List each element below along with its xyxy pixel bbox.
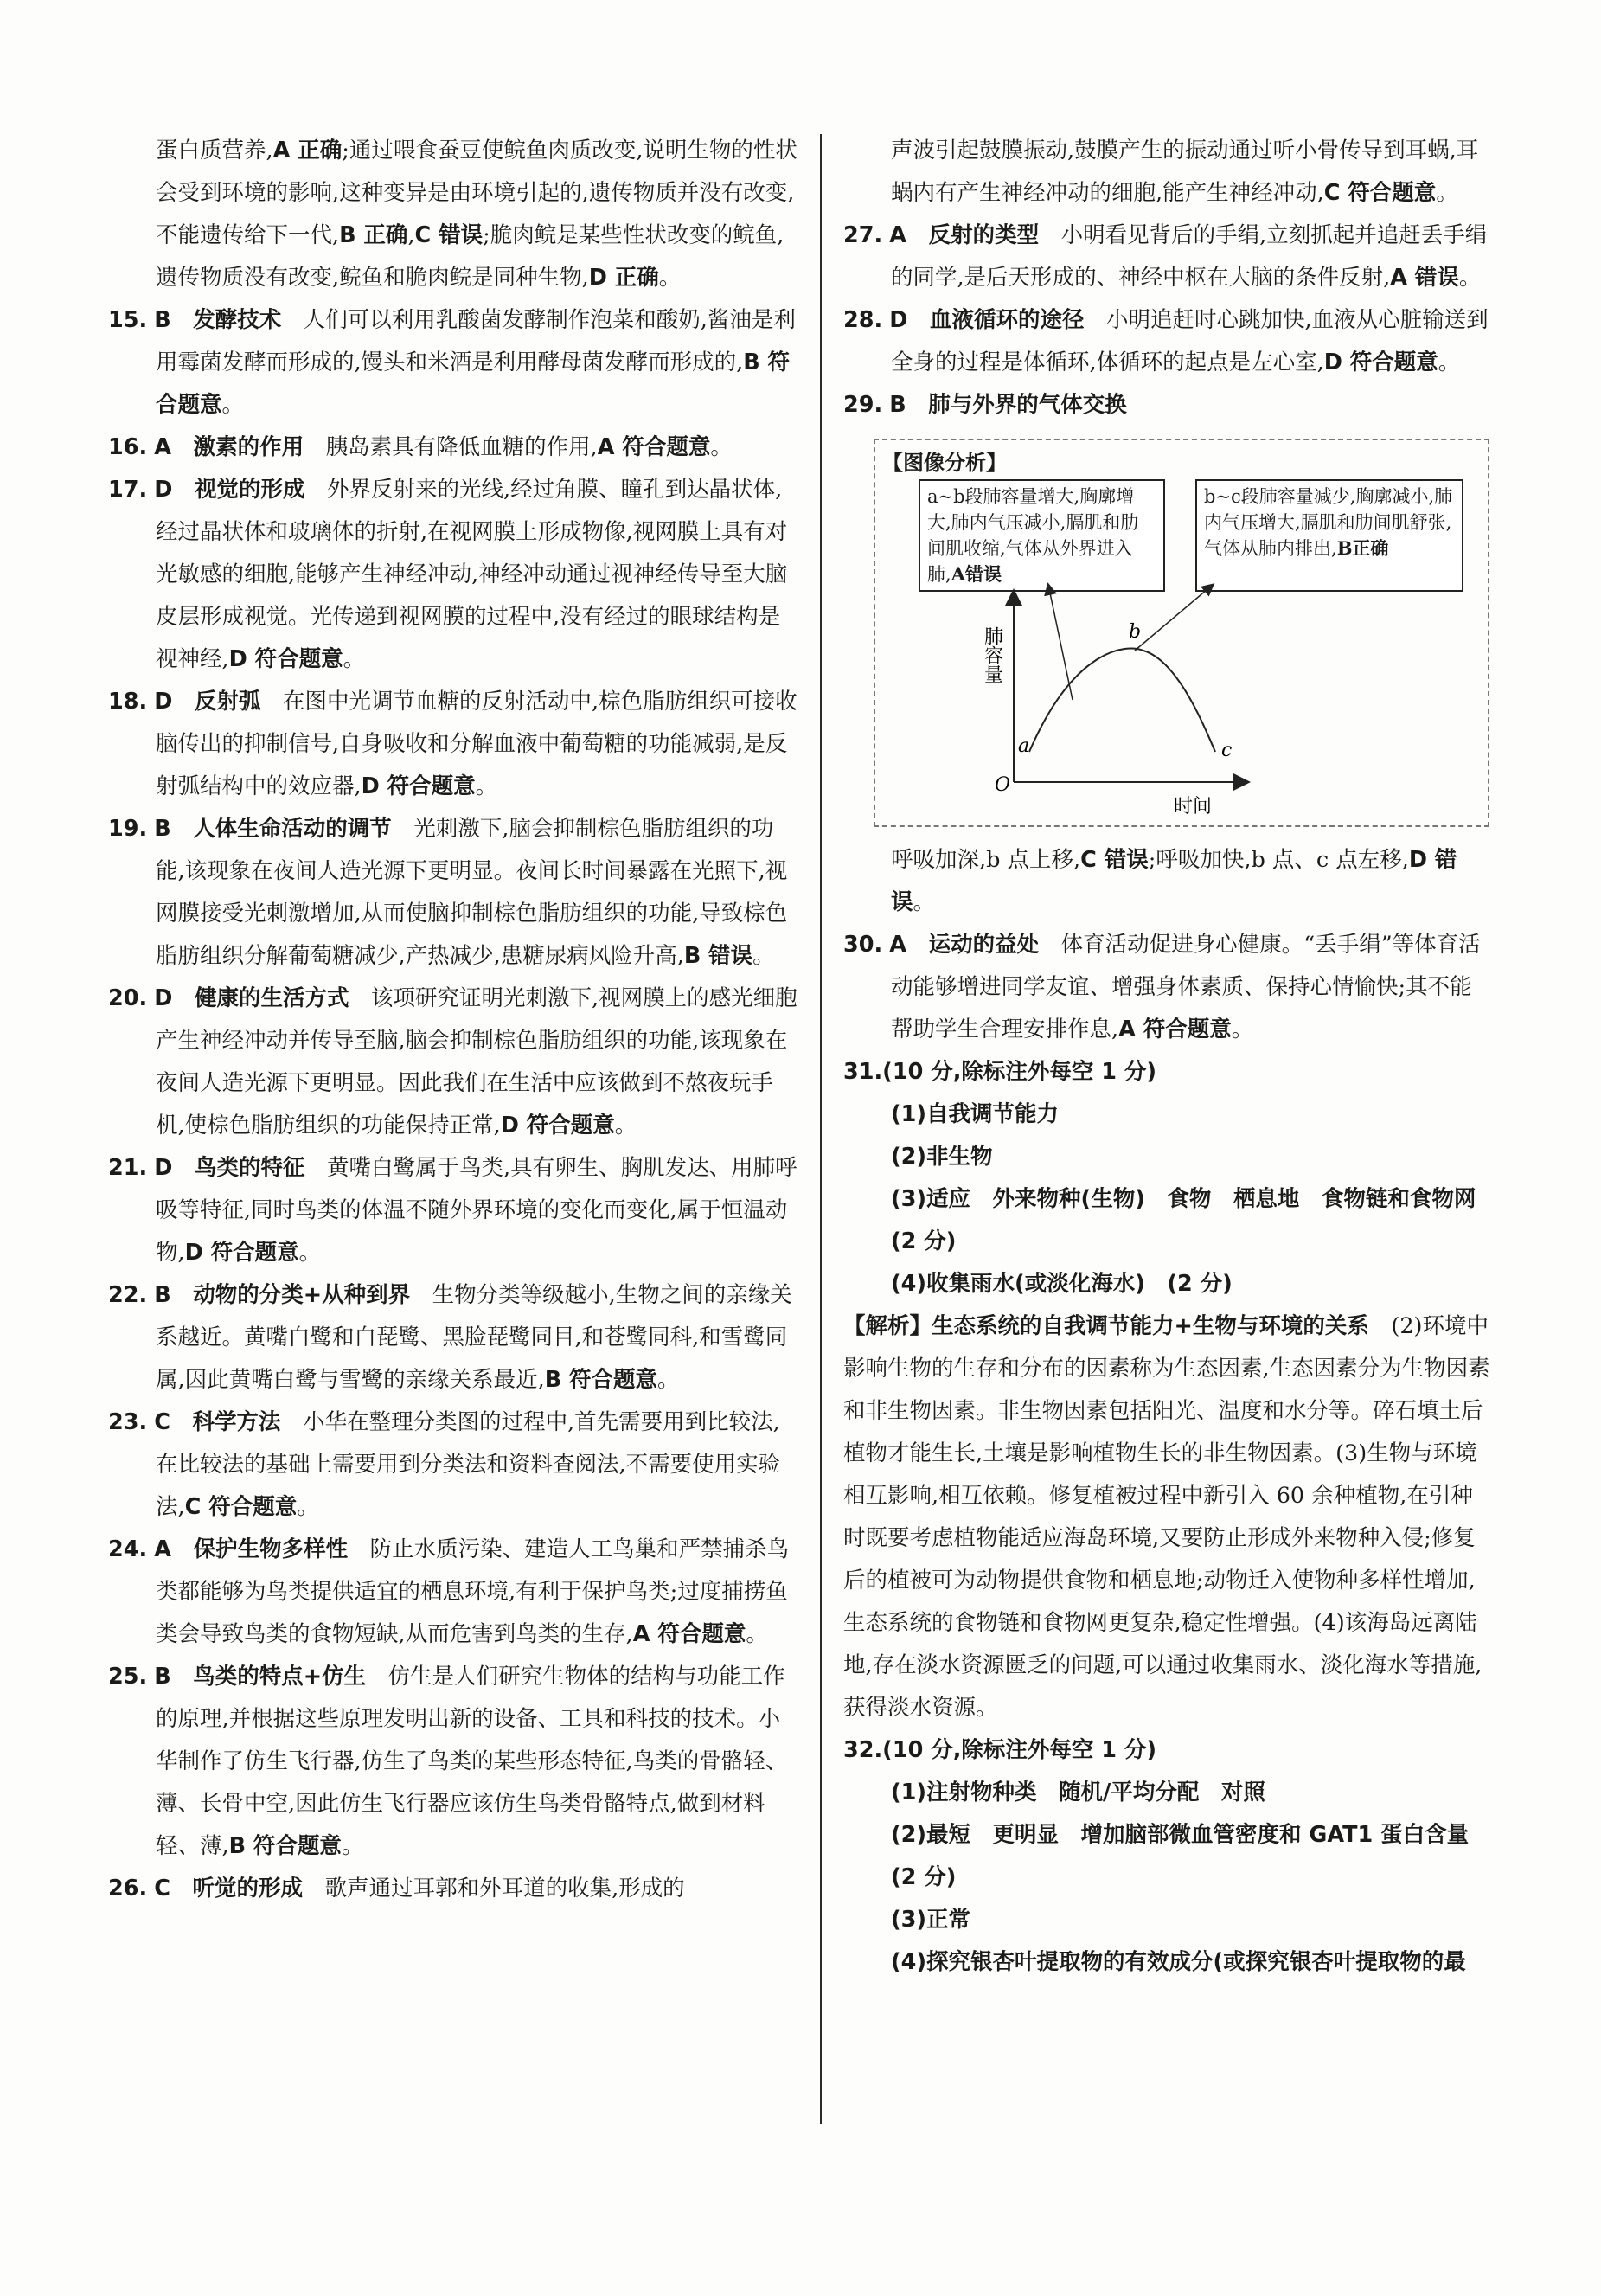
- q31-analysis: 【解析】生态系统的自我调节能力+生物与环境的关系 (2)环境中影响生物的生存和分布的因素称为生态因素,生态因素分为生物因素和非生物因素。非生物因素包括阳光、温度和水分等。碎石填土后植物才能生长,土壤是影响植物生长的非生物因素。(3)生物与环境相互影响,相互依赖。修复植被过程中新引入 60 余种植物,在引种时既要考虑植物能适应海岛环境,又要防止形成外来物种入侵;修复后的植被可为动物提供食物和栖息地;动物迁入使物种多样性增加,生态系统的食物链和食物网更复杂,稳定性增强。(4)该海岛远离陆地,存在淡水资源匮乏的问题,可以通过收集雨水、淡化海水等措施,获得淡水资源。: [843, 1313, 1490, 1721]
- item-tail: 。: [1438, 350, 1461, 375]
- point-a-label: a: [1018, 735, 1030, 757]
- answer-item: [108, 1868, 800, 1910]
- q29-explanation: 呼吸加深,b 点上移,C 错误;呼吸加快,b 点、c 点左移,D 错误。: [891, 847, 1457, 915]
- item-topic: 激素的作用: [193, 434, 304, 460]
- q26-continuation: 声波引起鼓膜振动,鼓膜产生的振动通过听小骨传导到耳蜗,耳蜗内有产生神经冲动的细胞,能产生神经冲动,C 符合题意。: [891, 138, 1479, 206]
- point-c-label: c: [1221, 740, 1233, 761]
- answer-item: [843, 299, 1494, 384]
- item-tail: 。: [343, 646, 366, 672]
- item-tail: 。: [298, 1240, 322, 1266]
- q32-answer-1: (1)注射物种类 随机/平均分配 对照: [891, 1780, 1265, 1805]
- column-divider: [820, 134, 822, 2124]
- note-ab-segment: a~b段肺容量增大,胸廓增大,肺内气压减小,膈肌和肋间肌收缩,气体从外界进入肺,A错误: [919, 479, 1165, 592]
- item-ans: D: [154, 477, 173, 503]
- item-topic: 反射弧: [194, 689, 261, 715]
- item-num: 18.: [108, 689, 148, 715]
- x-axis-label: 时间: [1174, 796, 1213, 818]
- q32-answer-3: (3)正常: [891, 1907, 971, 1933]
- item-num: 20.: [108, 985, 148, 1011]
- item-topic: 科学方法: [192, 1409, 281, 1435]
- item-text: 小明看见背后的手绢,立刻抓起并追赶丢手绢的同学,是后天形成的、神经中枢在大脑的条件反射,: [891, 222, 1488, 291]
- item-ans: A: [154, 434, 172, 460]
- q31-heading: 31.(10 分,除标注外每空 1 分): [843, 1059, 1157, 1085]
- q32-answer-2: (2)最短 更明显 增加脑部微血管密度和 GAT1 蛋白含量: [891, 1822, 1470, 1848]
- item-num: 28.: [843, 307, 883, 333]
- q31-answer-1: (1)自我调节能力: [891, 1101, 1060, 1127]
- item-end: D 符合题意: [1323, 350, 1438, 375]
- q31-answer-4: (4)收集雨水(或淡化海水) (2 分): [891, 1271, 1233, 1297]
- answer-item: [108, 1274, 800, 1401]
- item-topic: 人体生命活动的调节: [193, 816, 392, 842]
- item-text: 防止水质污染、建造人工鸟巢和严禁捕杀鸟类都能够为鸟类提供适宜的栖息环境,有利于保护鸟类;过度捕捞鱼类会导致鸟类的食物短缺,从而危害到鸟类的生存,: [156, 1536, 790, 1647]
- item-end: B 符合题意: [228, 1833, 342, 1859]
- item-text: 生物分类等级越小,生物之间的亲缘关系越近。黄嘴白鹭和白琵鹭、黑脸琵鹭同目,和苍鹭同科,和雪鹭同属,因此黄嘴白鹭与雪鹭的亲缘关系最近,: [156, 1282, 792, 1393]
- item-text: 黄嘴白鹭属于鸟类,具有卵生、胸肌发达、用肺呼吸等特征,同时鸟类的体温不随外界环境的变化而变化,属于恒温动物,: [156, 1155, 797, 1266]
- q30-item: 30. A 运动的益处 体育活动促进身心健康。“丢手绢”等体育活动能够增进同学友谊、增强身体素质、保持心情愉快;其不能帮助学生合理安排作息,A 符合题意。: [843, 932, 1481, 1042]
- item-end: B 错误: [683, 943, 753, 969]
- item-ans: D: [154, 985, 173, 1011]
- item-ans: A: [889, 222, 907, 248]
- item-text: 光刺激下,脑会抑制棕色脂肪组织的功能,该现象在夜间人造光源下更明显。夜间长时间暴露在光照下,视网膜接受光刺激增加,从而使脑抑制棕色脂肪组织的功能,导致棕色脂肪组织分解葡萄糖减少,产热减少,患糖尿病风险升高,: [156, 816, 788, 969]
- item-topic: 视觉的形成: [194, 477, 305, 503]
- item-tail: 。: [746, 1621, 768, 1647]
- note-bc-segment: b~c段肺容量减少,胸廓减小,肺内气压增大,膈肌和肋间肌舒张,气体从肺内排出,B正确: [1195, 479, 1463, 592]
- item-tail: 。: [657, 1367, 680, 1393]
- item-end: D 符合题意: [500, 1113, 615, 1138]
- item-tail: 。: [341, 1833, 364, 1859]
- answer-item: [108, 299, 800, 426]
- item-num: 21.: [108, 1155, 148, 1181]
- right-column: [843, 130, 1498, 1984]
- q14-continuation: 蛋白质营养,A 正确;通过喂食蚕豆使鲩鱼肉质改变,说明生物的性状会受到环境的影响,这种变异是由环境引起的,遗传物质并没有改变,不能遗传给下一代,B 正确,C 错误;脆肉鲩是某些性状改变的鲩鱼,遗传物质没有改变,鲩鱼和脆肉鲩是同种生物,D 正确。: [156, 138, 797, 291]
- answer-item: [108, 426, 800, 469]
- item-text: 在图中光调节血糖的反射活动中,棕色脂肪组织可接收脑传出的抑制信号,自身吸收和分解血液中葡萄糖的功能减弱,是反射弧结构中的效应器,: [156, 689, 797, 799]
- item-end: C 符合题意: [184, 1494, 298, 1520]
- answer-item: [108, 1401, 800, 1529]
- item-text: 歌声通过耳郭和外耳道的收集,形成的: [324, 1876, 685, 1902]
- q32-heading: 32.(10 分,除标注外每空 1 分): [843, 1737, 1157, 1763]
- answer-item: [108, 978, 800, 1147]
- q32-answer-4: (4)探究银杏叶提取物的有效成分(或探究银杏叶提取物的最: [891, 1949, 1466, 1975]
- q29-item: 29. B 肺与外界的气体交换: [843, 392, 1127, 418]
- item-tail: 。: [710, 434, 733, 460]
- item-num: 17.: [108, 477, 148, 503]
- item-topic: 动物的分类+从种到界: [193, 1282, 411, 1308]
- item-topic: 健康的生活方式: [194, 985, 349, 1011]
- item-end: A 错误: [1390, 265, 1459, 291]
- lung-volume-chart: [875, 440, 1488, 825]
- item-ans: D: [154, 689, 173, 715]
- item-num: 25.: [108, 1664, 148, 1690]
- item-end: D 符合题意: [184, 1240, 299, 1266]
- item-ans: C: [154, 1876, 171, 1902]
- item-topic: 鸟类的特征: [194, 1155, 305, 1181]
- item-end: D 符合题意: [361, 773, 476, 799]
- item-text: 小明追赶时心跳加快,血液从心脏输送到全身的过程是体循环,体循环的起点是左心室,: [891, 307, 1489, 375]
- q31-answer-2: (2)非生物: [891, 1144, 993, 1170]
- q32-answer-2-score: (2 分): [891, 1864, 957, 1890]
- answer-item: [108, 681, 800, 808]
- item-ans: B: [154, 1664, 171, 1690]
- item-text: 该项研究证明光刺激下,视网膜上的感光细胞产生神经冲动并传导至脑,脑会抑制棕色脂肪组织的功能,该现象在夜间人造光源下更明显。因此我们在生活中应该做到不熬夜玩手机,使棕色脂肪组织的功能保持正常,: [156, 985, 797, 1138]
- item-topic: 血液循环的途径: [929, 307, 1085, 333]
- item-ans: D: [154, 1155, 173, 1181]
- arrow-a: [1048, 585, 1073, 700]
- answer-item: [108, 469, 800, 681]
- item-ans: A: [154, 1536, 172, 1562]
- item-num: 27.: [843, 222, 883, 248]
- item-num: 22.: [108, 1282, 148, 1308]
- answer-item: [843, 215, 1494, 299]
- item-text: 仿生是人们研究生物体的结构与功能工作的原理,并根据这些原理发明出新的设备、工具和科技的技术。小华制作了仿生飞行器,仿生了鸟类的某些形态特征,鸟类的骨骼轻、薄、长骨中空,因此仿生飞行器应该仿生鸟类骨骼特点,做到材料轻、薄,: [156, 1664, 788, 1859]
- item-topic: 鸟类的特点+仿生: [193, 1664, 367, 1690]
- item-end: B 符合题意: [544, 1367, 658, 1393]
- left-column: [108, 130, 800, 1910]
- item-tail: 。: [475, 773, 498, 799]
- item-num: 23.: [108, 1409, 148, 1435]
- item-ans: C: [154, 1409, 171, 1435]
- item-tail: 。: [1458, 265, 1482, 291]
- item-topic: 保护生物多样性: [193, 1536, 349, 1562]
- item-num: 26.: [108, 1876, 148, 1902]
- figure-image-analysis: [874, 439, 1489, 827]
- item-end: B 符合题意: [156, 350, 791, 418]
- arrow-b: [1135, 585, 1213, 651]
- answer-item: [108, 1656, 800, 1868]
- origin-label: O: [995, 774, 1011, 796]
- item-text: 小华在整理分类图的过程中,首先需要用到比较法,在比较法的基础上需要用到分类法和资料查阅法,不需要使用实验法,: [156, 1409, 781, 1520]
- item-topic: 反射的类型: [928, 222, 1040, 248]
- item-num: 19.: [108, 816, 148, 842]
- item-end: A 符合题意: [632, 1621, 746, 1647]
- item-tail: 。: [614, 1113, 637, 1138]
- q31-answer-3: (3)适应 外来物种(生物) 食物 栖息地 食物链和食物网 (2 分): [891, 1186, 1498, 1254]
- figure-title: 【图像分析】: [882, 451, 1007, 475]
- item-end: D 符合题意: [228, 646, 343, 672]
- item-ans: D: [889, 307, 908, 333]
- item-text: 胰岛素具有降低血糖的作用,: [325, 434, 598, 460]
- item-end: A 符合题意: [597, 434, 711, 460]
- item-ans: B: [154, 307, 171, 333]
- answer-item: [108, 1529, 800, 1656]
- item-topic: 听觉的形成: [192, 1876, 304, 1902]
- item-tail: 。: [221, 392, 245, 418]
- y-axis-label: 肺容量: [981, 626, 1003, 683]
- answer-item: [108, 1147, 800, 1274]
- item-num: 16.: [108, 434, 148, 460]
- lung-volume-curve: [1029, 649, 1215, 752]
- item-ans: B: [154, 1282, 171, 1308]
- item-tail: 。: [752, 943, 775, 969]
- item-num: 24.: [108, 1536, 148, 1562]
- item-topic: 发酵技术: [193, 307, 282, 333]
- item-tail: 。: [297, 1494, 319, 1520]
- item-num: 15.: [108, 307, 148, 333]
- answer-item: [108, 808, 800, 978]
- item-text: 外界反射来的光线,经过角膜、瞳孔到达晶状体,经过晶状体和玻璃体的折射,在视网膜上形成物像,视网膜上具有对光敏感的细胞,能够产生神经冲动,神经冲动通过视神经传导至大脑皮层形成视觉。光传递到视网膜的过程中,没有经过的眼球结构是视神经,: [156, 477, 788, 672]
- point-b-label: b: [1129, 621, 1142, 643]
- item-ans: B: [154, 816, 171, 842]
- item-text: 人们可以利用乳酸菌发酵制作泡菜和酸奶,酱油是利用霉菌发酵而形成的,馒头和米酒是利用酵母菌发酵而形成的,: [156, 307, 796, 375]
